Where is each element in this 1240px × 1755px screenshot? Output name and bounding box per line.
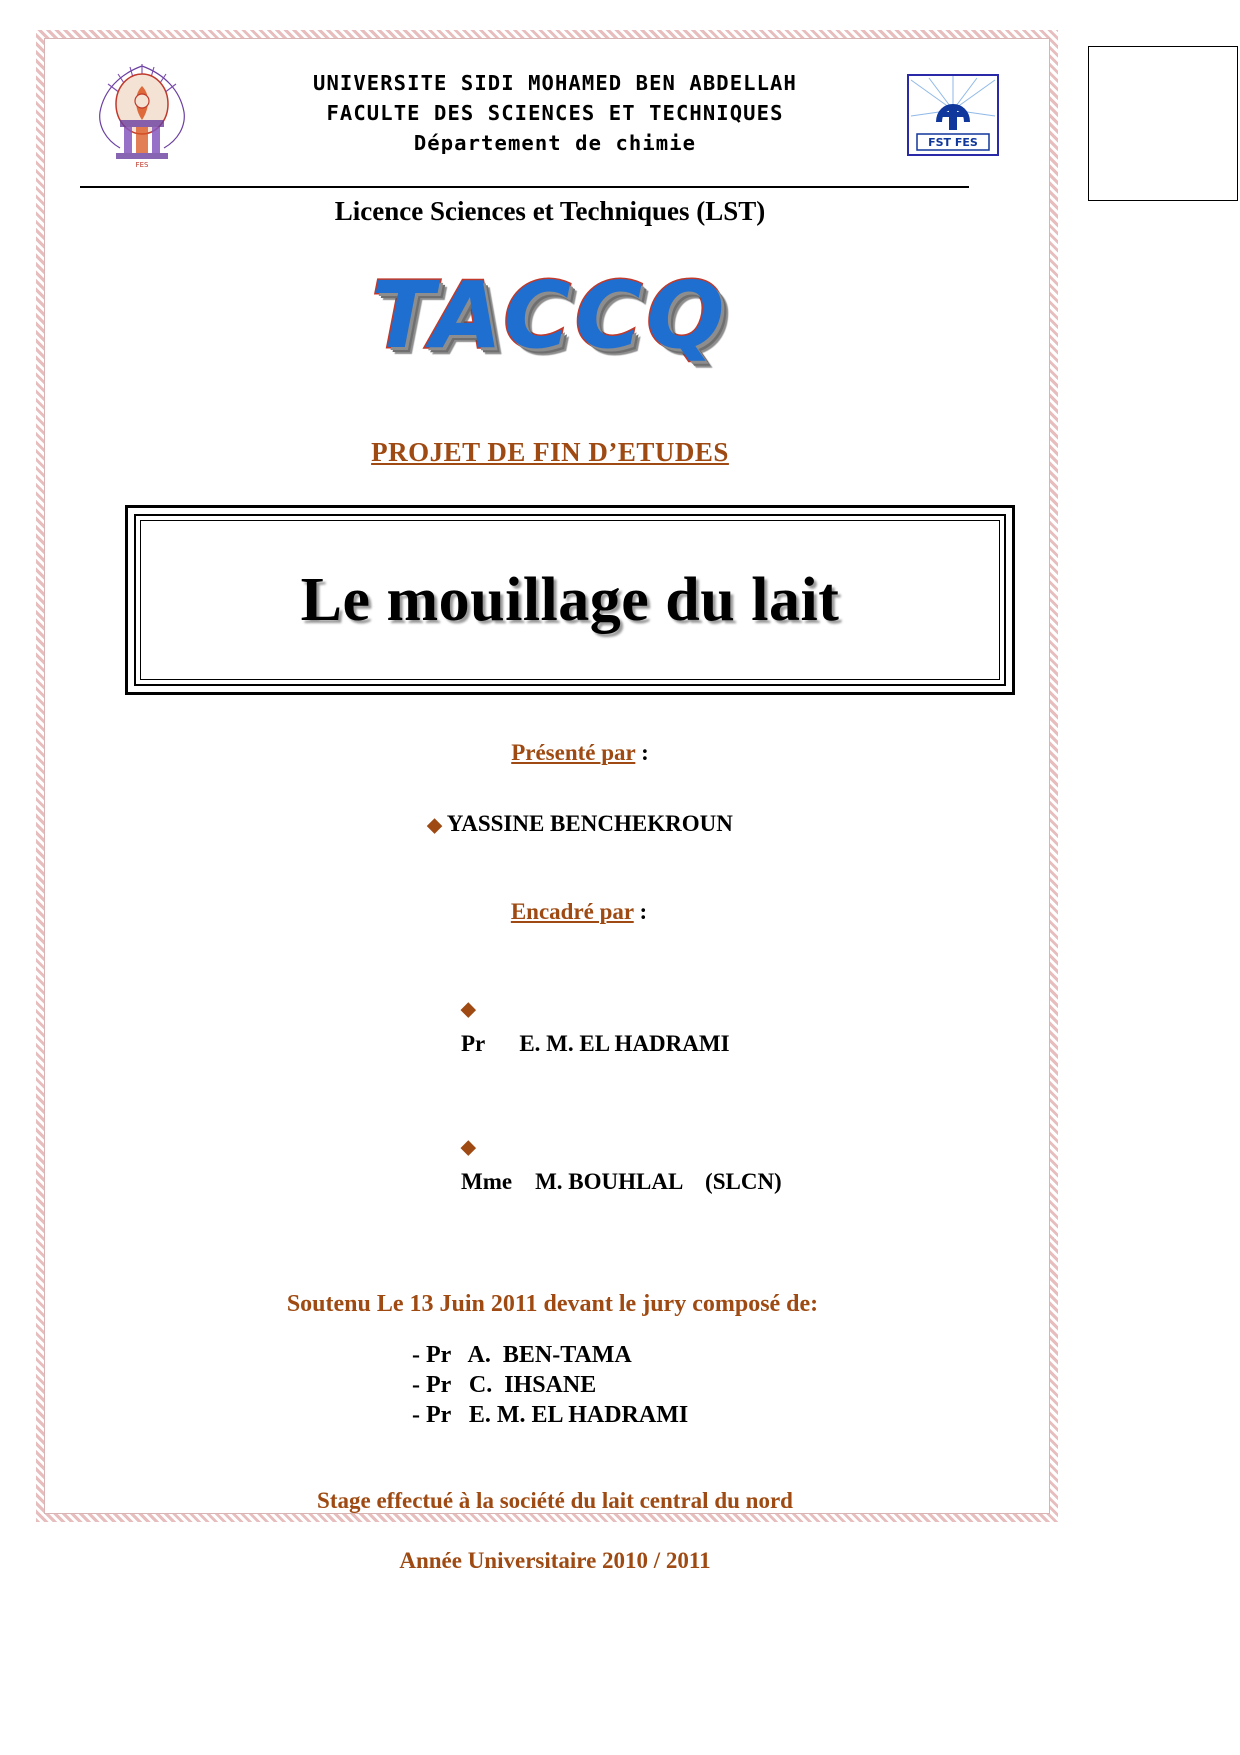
list-item: - Pr C. IHSANE (412, 1372, 597, 1398)
university-name: UNIVERSITE SIDI MOHAMED BEN ABDELLAH (313, 71, 797, 95)
usmba-university-seal-icon (90, 60, 194, 170)
bullet-icon: ◆ (461, 999, 476, 1020)
project-type-label (0, 437, 1100, 468)
defense-date-line: Soutenu Le 13 Juin 2011 devant le jury composé de: (286, 1291, 819, 1317)
jury-members-list (412, 1340, 1100, 1430)
author-line (60, 811, 1100, 837)
list-item: - Pr A. BEN-TAMA (412, 1342, 632, 1368)
list-item: - Pr E. M. EL HADRAMI (412, 1402, 689, 1428)
supervisor-name: Mme M. BOUHLAL (SLCN) (461, 1169, 782, 1194)
list-item (415, 957, 1100, 1095)
bullet-icon: ◆ (427, 815, 442, 836)
title-box-inner-border (140, 520, 1000, 680)
internship-line: Stage effectué à la société du lait central du nord (317, 1488, 793, 1513)
svg-text:FES: FES (135, 161, 149, 169)
supervisor-name: Pr E. M. EL HADRAMI (461, 1031, 730, 1056)
supervisors-list (415, 957, 1100, 1233)
academic-year-line: Année Universitaire 2010 / 2011 (399, 1548, 711, 1573)
author-name: YASSINE BENCHEKROUN (446, 811, 733, 836)
supervised-by-text: Encadré par (510, 899, 634, 924)
title-box (125, 505, 1015, 695)
taccq-wordmark-text: TACCQ (371, 262, 729, 369)
credits-block (0, 740, 1100, 1574)
presented-by-text: Présenté par (511, 740, 636, 765)
supervised-by-colon: : (633, 899, 648, 924)
project-type-text: PROJET DE FIN D’ETUDES (371, 437, 729, 467)
taccq-wordmark (0, 262, 1100, 369)
header-divider (80, 186, 969, 188)
supervised-by-label (58, 899, 1100, 925)
diploma-line: Licence Sciences et Techniques (LST) (334, 196, 766, 226)
list-item (415, 1095, 1100, 1233)
fst-fes-logo-icon (907, 74, 999, 156)
institution-block (210, 68, 900, 158)
side-annotation-box (1088, 46, 1238, 201)
faculty-name: FACULTE DES SCIENCES ET TECHNIQUES (326, 101, 784, 125)
title-box-middle-border (134, 514, 1006, 686)
document-title: Le mouillage du lait (300, 565, 840, 634)
presented-by-label (60, 740, 1100, 766)
bullet-icon: ◆ (461, 1137, 476, 1158)
department-name: Département de chimie (413, 131, 697, 155)
fst-fes-logo-text: FST FES (928, 136, 978, 149)
document-header (80, 60, 1010, 180)
presented-by-colon: : (635, 740, 649, 765)
